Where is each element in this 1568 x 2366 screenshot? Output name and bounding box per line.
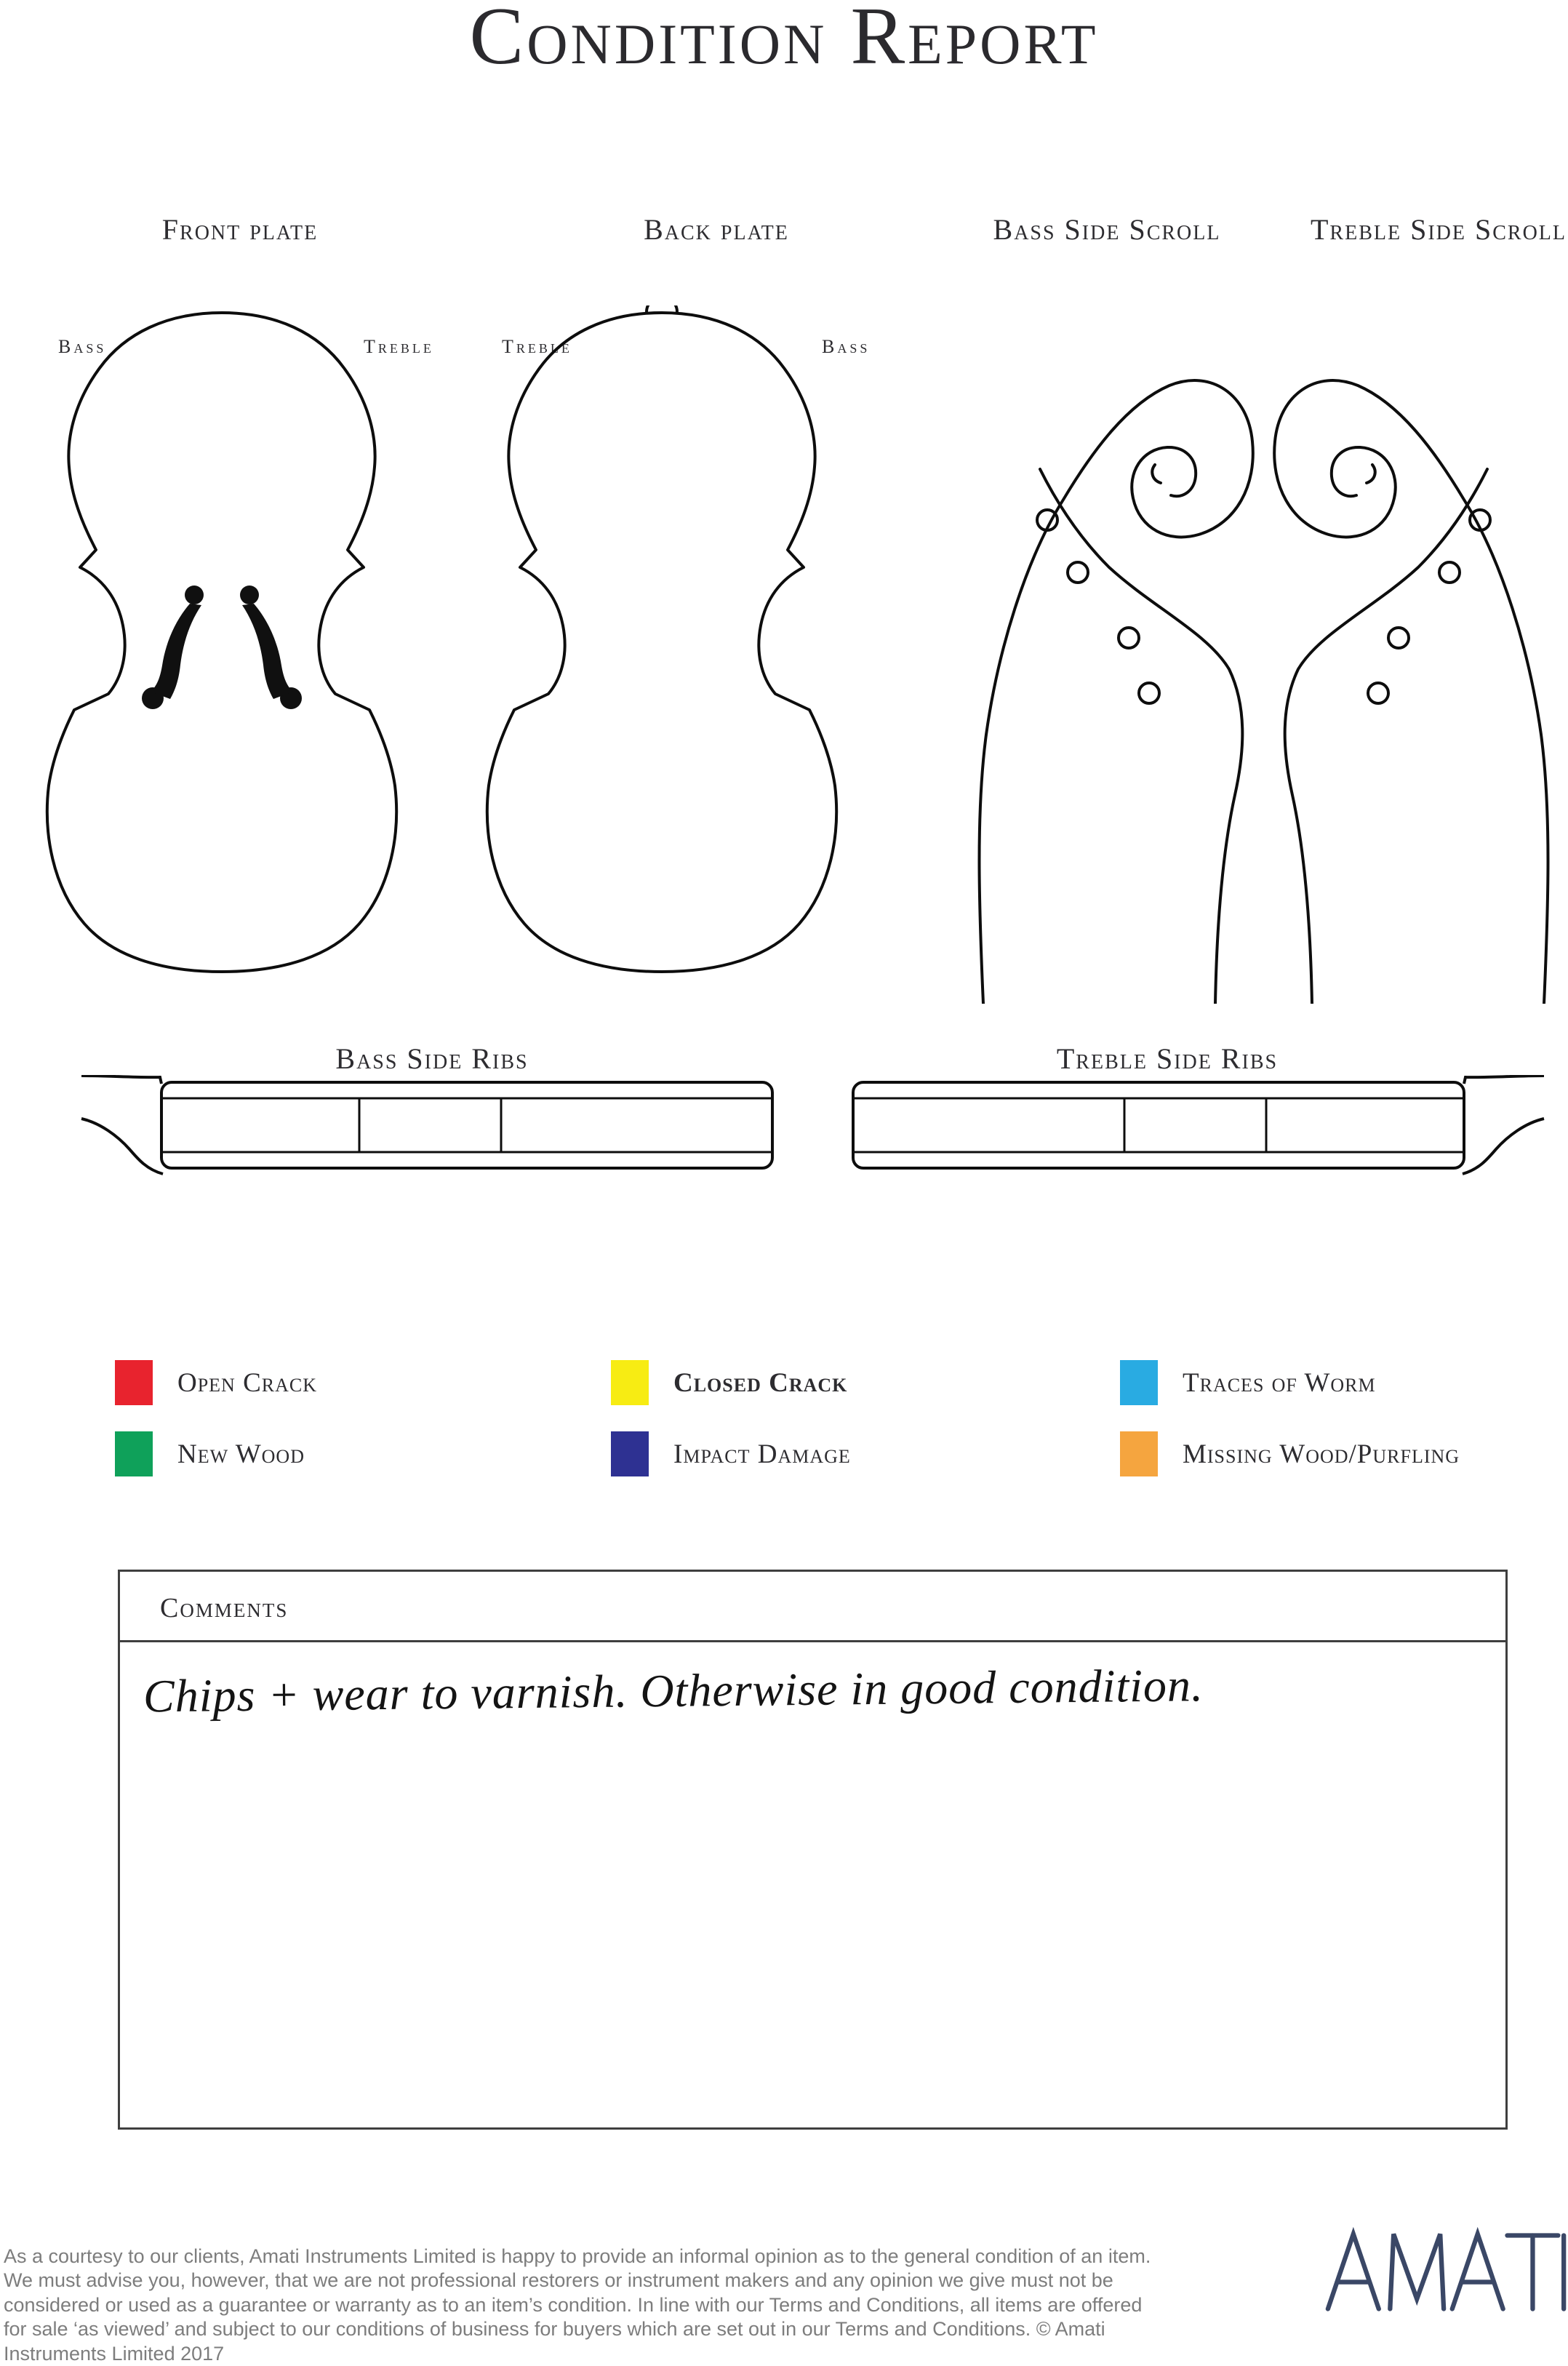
legend-label: Impact Damage [673,1439,851,1469]
legend-label: New Wood [177,1439,305,1469]
bass-ribs-diagram [80,1075,778,1184]
peg-hole [1119,628,1139,648]
treble-ribs-header: Treble Side Ribs [1056,1042,1279,1075]
treble-ribs-diagram [847,1075,1545,1184]
legend-label: Closed Crack [673,1367,848,1398]
bass-scroll-diagram [967,302,1258,1004]
back-plate-header: Back plate [644,213,789,246]
peg-hole [1368,683,1388,703]
legend-label: Missing Wood/Purfling [1183,1439,1460,1469]
front-plate-diagram [44,305,400,978]
bass-scroll-header: Bass Side Scroll [993,213,1221,246]
amati-logo [1325,2227,1568,2316]
peg-hole [1439,562,1460,583]
new-wood-swatch [115,1431,153,1476]
peg-hole [1068,562,1088,583]
traces-of-worm-swatch [1120,1360,1158,1405]
front-plate-bass-label: Bass [58,336,107,357]
comments-divider [120,1640,1505,1642]
legend-item-open-crack [115,1360,317,1405]
legend-item-missing-wood-purfling [1120,1431,1460,1476]
peg-hole [1139,683,1159,703]
comments-header: Comments [160,1593,289,1623]
open-crack-swatch [115,1360,153,1405]
legend-item-traces-of-worm [1120,1360,1376,1405]
treble-scroll-header: Treble Side Scroll [1310,213,1567,246]
front-plate-treble-label: Treble [364,336,434,357]
legend-label: Traces of Worm [1183,1367,1376,1398]
comments-box [118,1570,1508,2130]
back-plate-treble-label: Treble [502,336,572,357]
page-title: Condition Report [469,0,1099,81]
f-hole-treble [240,585,302,709]
back-plate-bass-label: Bass [822,336,871,357]
handwritten-comment: Chips + wear to varnish. Otherwise in good condition. [143,1659,1204,1722]
legend-label: Open Crack [177,1367,318,1398]
treble-scroll-diagram [1269,302,1560,1004]
missing-wood-purfling-swatch [1120,1431,1158,1476]
legend-item-closed-crack [611,1360,847,1405]
peg-hole [1388,628,1409,648]
impact-damage-swatch [611,1431,649,1476]
closed-crack-swatch [611,1360,649,1405]
front-plate-header: Front plate [161,213,319,246]
legend-item-new-wood [115,1431,305,1476]
f-hole-bass [142,585,204,709]
back-plate-button [647,305,677,312]
footer-disclaimer: As a courtesy to our clients, Amati Instruments Limited is happy to provide an informal opinion as to the general condition of an item. We must advise you, however, that we are not professional restorers or instrument makers and any opinion we give must not be considered or used as a guarantee or warranty as to an item’s condition. In line with our Terms and Conditions, all items are offered for sale ‘as viewed’ and subject to our conditions of business for buyers which are set out in our Terms and Conditions. © Amati Instruments Limited 2017 [4,2245,1151,2365]
bass-ribs-header: Bass Side Ribs [335,1042,529,1075]
legend-item-impact-damage [611,1431,851,1476]
back-plate-diagram [484,305,840,978]
